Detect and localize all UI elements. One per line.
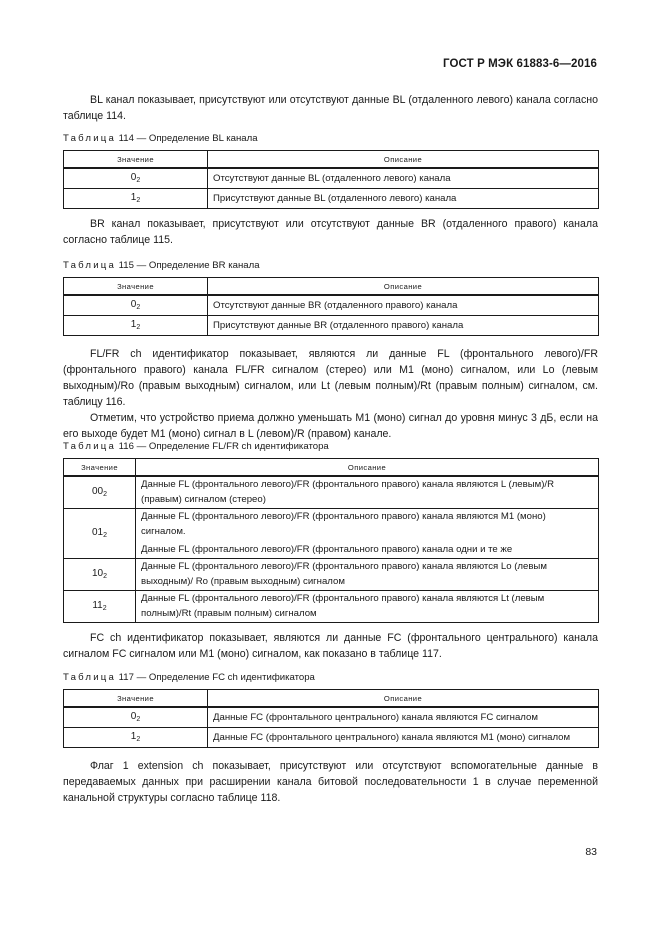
column-header-description: Описание: [208, 278, 599, 296]
table-115-caption: [63, 260, 260, 272]
paragraph-br: BR канал показывает, присутствуют или отсутствуют данные BR (отдаленного правого) канала согласно таблице 115.: [63, 218, 598, 246]
description-cell: Присутствуют данные BL (отдаленного левого) канала: [208, 188, 599, 208]
table-114-caption: [63, 133, 258, 145]
table-row: [64, 476, 599, 508]
paragraph-extension: Флаг 1 extension ch показывает, присутствуют или отсутствуют вспомогательные данные в передаваемых данных при расширении канала битовой последовательности 1 в случае переменной канальной структуры согласно таблице 118.: [63, 760, 598, 804]
column-header-description: Описание: [208, 690, 599, 708]
paragraph-flfr: FL/FR ch идентификатор показывает, являются ли данные FL (фронтального левого)/FR (фронтального правого) канала FL/FR сигналом (стерео) или M1 (моно) сигналом, или Lo (левым выходным)/Ro (правым выходным) сигналом, или Lt (левым полным)/Rt (правым полным) сигналом, см. таблицу 116.: [63, 348, 598, 408]
value-cell: $11_2$: [64, 590, 136, 622]
document-header: ГОСТ Р МЭК 61883-6—2016: [443, 58, 597, 70]
description-cell: Отсутствуют данные BR (отдаленного правого) канала: [208, 295, 599, 315]
column-header-value: Значение: [64, 151, 208, 169]
value-cell: $0_2$: [64, 168, 208, 188]
description-cell: Присутствуют данные BR (отдаленного правого) канала: [208, 315, 599, 335]
table-row: [64, 168, 599, 188]
value-cell: $0_2$: [64, 295, 208, 315]
caption-text: 115 — Определение BR канала: [116, 260, 260, 271]
caption-text: 114 — Определение BL канала: [116, 133, 258, 144]
paragraph-fc: FC ch идентификатор показывает, являются ли данные FC (фронтального центрального) канала сигналом FC сигналом или M1 (моно) сигналом, как показано в таблице 117.: [63, 632, 598, 660]
table-row: [64, 590, 599, 622]
description-cell: Данные FL (фронтального левого)/FR (фронтального правого) канала являются Lt (левым полным)/Rt (правым полным) сигналом: [136, 590, 599, 622]
description-cell: Данные FL (фронтального левого)/FR (фронтального правого) канала являются L (левым)/R (правым) сигналом (стерео): [136, 476, 599, 508]
page-number: 83: [585, 846, 597, 858]
value-cell: $1_2$: [64, 315, 208, 335]
description-cell: Отсутствуют данные BL (отдаленного левого) канала: [208, 168, 599, 188]
table-row: [64, 727, 599, 747]
caption-word: Таблица: [63, 441, 117, 452]
paragraph-note: Отметим, что устройство приема должно уменьшать M1 (моно) сигнал до уровня минус 3 дБ, если на его выходе будет M1 (моно) сигнал в L (левом)/R (правом) канале.: [63, 412, 598, 440]
description-cell: Данные FC (фронтального центрального) канала являются FC сигналом: [208, 707, 599, 727]
table-row: [64, 707, 599, 727]
value-cell: $1_2$: [64, 727, 208, 747]
table-row: [64, 315, 599, 335]
column-header-value: Значение: [64, 459, 136, 477]
table-row: [64, 508, 599, 558]
table-row: [64, 558, 599, 590]
table-row: [64, 188, 599, 208]
value-cell: $00_2$: [64, 476, 136, 508]
value-cell: $10_2$: [64, 558, 136, 590]
paragraph-bl: BL канал показывает, присутствуют или отсутствуют данные BL (отдаленного левого) канала согласно таблице 114.: [63, 94, 598, 122]
column-header-description: Описание: [136, 459, 599, 477]
table-116: [63, 458, 599, 623]
description-cell: Данные FL (фронтального левого)/FR (фронтального правого) канала являются Lo (левым выходным)/ Ro (правым выходным) сигналом: [136, 558, 599, 590]
description-cell: Данные FL (фронтального левого)/FR (фронтального правого) канала являются M1 (моно) сигналом. Данные FL (фронтального левого)/FR (фронтального правого) канала одни и те же: [136, 508, 599, 558]
table-row: [64, 295, 599, 315]
table-115: [63, 277, 599, 336]
column-header-description: Описание: [208, 151, 599, 169]
description-cell: Данные FC (фронтального центрального) канала являются M1 (моно) сигналом: [208, 727, 599, 747]
caption-word: Таблица: [63, 672, 117, 683]
caption-text: 117 — Определение FC ch идентификатора: [116, 672, 315, 683]
caption-text: 116 — Определение FL/FR ch идентификатора: [116, 441, 329, 452]
table-114: [63, 150, 599, 209]
caption-word: Таблица: [63, 260, 117, 271]
column-header-value: Значение: [64, 690, 208, 708]
table-116-caption: [63, 441, 329, 453]
column-header-value: Значение: [64, 278, 208, 296]
value-cell: $01_2$: [64, 508, 136, 558]
value-cell: $1_2$: [64, 188, 208, 208]
table-117: [63, 689, 599, 748]
caption-word: Таблица: [63, 133, 117, 144]
value-cell: $0_2$: [64, 707, 208, 727]
table-117-caption: [63, 672, 315, 684]
